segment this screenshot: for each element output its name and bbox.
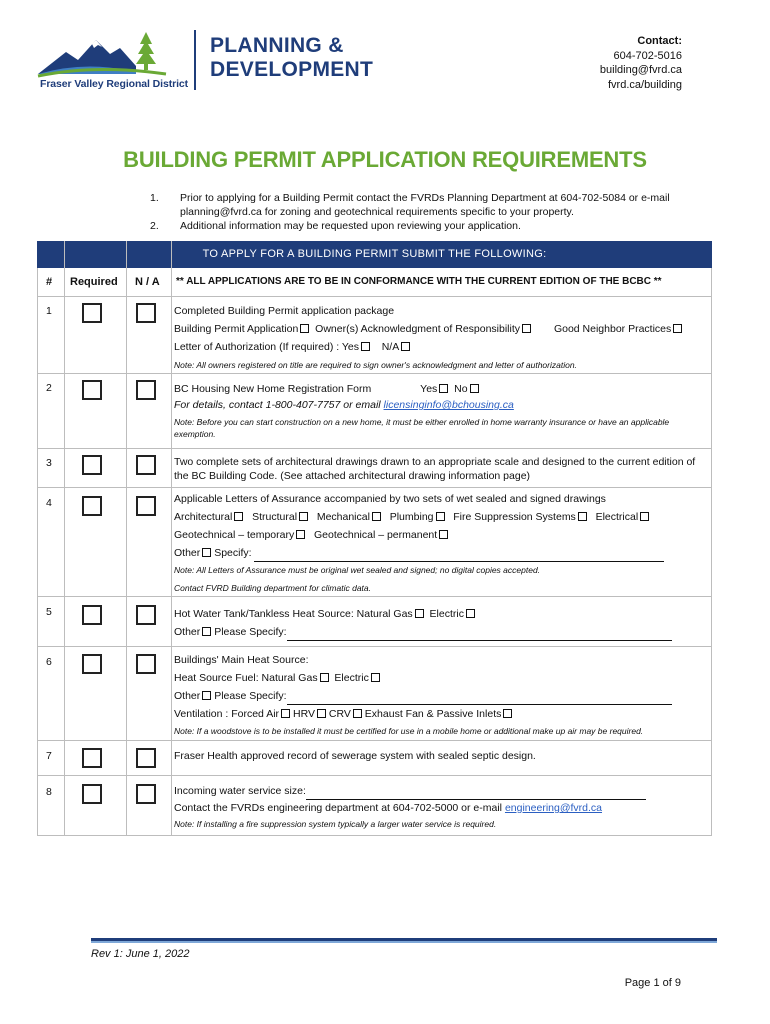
row-note: Contact FVRD Building department for climatic data. bbox=[174, 583, 372, 593]
email-link[interactable]: licensinginfo@bchousing.ca bbox=[383, 399, 514, 411]
option-line bbox=[174, 705, 710, 723]
row-note: Note: If a woodstove is to be installed it must be certified for use in a mobile home or additional make up air may be required. bbox=[174, 726, 644, 736]
checkbox[interactable] bbox=[466, 609, 475, 618]
option-label: Other bbox=[174, 547, 201, 559]
row-3-content bbox=[174, 455, 710, 483]
option-label: Yes bbox=[420, 383, 438, 395]
row-number: 1 bbox=[46, 305, 52, 317]
checkbox[interactable] bbox=[234, 512, 243, 521]
checkbox[interactable] bbox=[361, 342, 370, 351]
details-line bbox=[174, 397, 710, 413]
option-line bbox=[174, 669, 710, 687]
checkbox[interactable] bbox=[415, 609, 424, 618]
contact-label: Contact: bbox=[637, 35, 682, 47]
row-divider bbox=[37, 646, 712, 647]
checkbox[interactable] bbox=[281, 709, 290, 718]
checkbox[interactable] bbox=[202, 627, 211, 636]
row-title: Applicable Letters of Assurance accompanied by two sets of wet sealed and signed drawings bbox=[174, 493, 606, 505]
column-divider bbox=[126, 241, 127, 836]
column-divider bbox=[171, 241, 172, 836]
row-5-content bbox=[174, 605, 710, 641]
option-label: Heat Source Fuel: Natural Gas bbox=[174, 672, 318, 684]
required-checkbox[interactable] bbox=[82, 380, 102, 400]
footer-rule-accent bbox=[91, 941, 717, 943]
row-divider bbox=[37, 296, 712, 297]
contact-block bbox=[600, 34, 682, 92]
option-label: HRV bbox=[292, 708, 315, 720]
specify-field[interactable] bbox=[254, 550, 664, 562]
row-note: Note: All Letters of Assurance must be original wet sealed and signed; no digital copies accepted. bbox=[174, 565, 541, 575]
row-title: Buildings' Main Heat Source: bbox=[174, 654, 309, 666]
column-header-number: # bbox=[46, 276, 53, 288]
row-number: 7 bbox=[46, 750, 52, 762]
row-number: 2 bbox=[46, 382, 52, 394]
option-label: CRV bbox=[328, 708, 351, 720]
option-label: Good Neighbor Practices bbox=[553, 323, 672, 335]
required-checkbox[interactable] bbox=[82, 654, 102, 674]
checkbox[interactable] bbox=[202, 548, 211, 557]
column-header-na: N / A bbox=[135, 276, 160, 288]
option-line bbox=[174, 623, 710, 641]
row-text: Two complete sets of architectural drawings drawn to an appropriate scale and designed to the current edition of the BC Building Code. (See attached architectural drawing information page) bbox=[174, 456, 696, 482]
required-checkbox[interactable] bbox=[82, 496, 102, 516]
na-checkbox[interactable] bbox=[136, 496, 156, 516]
specify-label: Please Specify: bbox=[214, 690, 287, 702]
na-checkbox[interactable] bbox=[136, 654, 156, 674]
option-label: Exhaust Fan & Passive Inlets bbox=[364, 708, 502, 720]
specify-label: Please Specify: bbox=[214, 626, 287, 638]
department-line-2: DEVELOPMENT bbox=[210, 58, 374, 81]
option-label: N/A bbox=[381, 341, 400, 353]
checkbox[interactable] bbox=[372, 512, 381, 521]
contact-line bbox=[174, 800, 710, 816]
row-number: 3 bbox=[46, 457, 52, 469]
option-label: Electrical bbox=[595, 511, 639, 523]
intro-text: Additional information may be requested upon reviewing your application. bbox=[180, 220, 521, 232]
checkbox[interactable] bbox=[300, 324, 309, 333]
option-label: Other bbox=[174, 626, 201, 638]
option-line bbox=[174, 526, 710, 544]
email-link[interactable]: engineering@fvrd.ca bbox=[504, 802, 603, 814]
required-checkbox[interactable] bbox=[82, 605, 102, 625]
option-line bbox=[174, 381, 710, 397]
header-divider bbox=[194, 30, 196, 90]
na-checkbox[interactable] bbox=[136, 748, 156, 768]
specify-field[interactable] bbox=[287, 693, 672, 705]
checkbox[interactable] bbox=[317, 709, 326, 718]
option-line bbox=[174, 605, 710, 623]
row-number: 4 bbox=[46, 497, 52, 509]
checkbox[interactable] bbox=[371, 673, 380, 682]
column-header-required: Required bbox=[70, 276, 118, 288]
option-line bbox=[174, 782, 710, 800]
row-title: Completed Building Permit application package bbox=[174, 305, 395, 317]
checkbox[interactable] bbox=[439, 530, 448, 539]
na-checkbox[interactable] bbox=[136, 784, 156, 804]
row-divider bbox=[37, 596, 712, 597]
checkbox[interactable] bbox=[503, 709, 512, 718]
required-checkbox[interactable] bbox=[82, 748, 102, 768]
fvrd-logo-mountains-icon bbox=[36, 28, 186, 78]
na-checkbox[interactable] bbox=[136, 303, 156, 323]
row-8-content bbox=[174, 782, 710, 830]
option-label: Electric bbox=[429, 608, 464, 620]
row-number: 5 bbox=[46, 606, 52, 618]
required-checkbox[interactable] bbox=[82, 455, 102, 475]
row-title: BC Housing New Home Registration Form bbox=[174, 383, 372, 395]
specify-label: Specify: bbox=[214, 547, 252, 559]
checkbox[interactable] bbox=[470, 384, 479, 393]
na-checkbox[interactable] bbox=[136, 605, 156, 625]
option-label: Geotechnical – permanent bbox=[314, 529, 438, 541]
intro-number: 2. bbox=[150, 220, 159, 232]
row-divider bbox=[37, 448, 712, 449]
revision-date: Rev 1: June 1, 2022 bbox=[91, 948, 190, 960]
option-label: Other bbox=[174, 690, 201, 702]
row-divider bbox=[37, 740, 712, 741]
contact-phone: 604-702-5016 bbox=[613, 49, 682, 62]
row-1-content bbox=[174, 302, 710, 371]
column-divider bbox=[64, 241, 65, 836]
checkbox[interactable] bbox=[320, 673, 329, 682]
row-divider bbox=[37, 487, 712, 488]
water-size-field[interactable] bbox=[306, 788, 646, 800]
document-title: BUILDING PERMIT APPLICATION REQUIREMENTS bbox=[123, 147, 647, 172]
checkbox[interactable] bbox=[439, 384, 448, 393]
department-name bbox=[210, 34, 373, 82]
option-label: Building Permit Application bbox=[174, 323, 299, 335]
intro-item bbox=[150, 219, 730, 233]
row-2-content bbox=[174, 381, 710, 440]
row-note: Note: If installing a fire suppression system typically a larger water service is required. bbox=[174, 819, 497, 829]
option-label: Incoming water service size: bbox=[174, 785, 306, 797]
na-checkbox[interactable] bbox=[136, 380, 156, 400]
row-6-content bbox=[174, 651, 710, 737]
option-label: No bbox=[454, 383, 468, 395]
required-checkbox[interactable] bbox=[82, 303, 102, 323]
checkbox[interactable] bbox=[299, 512, 308, 521]
column-header-description: ** ALL APPLICATIONS ARE TO BE IN CONFORMANCE WITH THE CURRENT EDITION OF THE BCBC ** bbox=[176, 276, 662, 287]
specify-field[interactable] bbox=[287, 629, 672, 641]
option-label: Letter of Authorization (If required) : Yes bbox=[174, 341, 360, 353]
option-label: Plumbing bbox=[389, 511, 434, 523]
contact-website[interactable]: fvrd.ca/building bbox=[608, 78, 682, 91]
required-checkbox[interactable] bbox=[82, 784, 102, 804]
page-number: Page 1 of 9 bbox=[624, 977, 681, 989]
na-checkbox[interactable] bbox=[136, 455, 156, 475]
row-note: Note: All owners registered on title are required to sign owner's acknowledgment and letter of authorization. bbox=[174, 360, 577, 370]
row-note: Note: Before you can start construction on a new home, it must be either enrolled in home warranty insurance or have an applicable exemption. bbox=[174, 417, 670, 439]
checkbox[interactable] bbox=[522, 324, 531, 333]
checkbox[interactable] bbox=[436, 512, 445, 521]
organization-name: Fraser Valley Regional District bbox=[40, 78, 189, 90]
checkbox[interactable] bbox=[673, 324, 682, 333]
option-line bbox=[174, 544, 710, 562]
option-label: Mechanical bbox=[316, 511, 370, 523]
row-number: 6 bbox=[46, 656, 52, 668]
option-label: Ventilation : Forced Air bbox=[174, 708, 280, 720]
option-line bbox=[174, 687, 710, 705]
row-7-content bbox=[174, 747, 710, 765]
intro-list bbox=[150, 191, 730, 233]
contact-text: Contact the FVRDs engineering department at 604-702-5000 or e-mail bbox=[174, 802, 503, 814]
row-4-content bbox=[174, 490, 710, 594]
intro-text: Prior to applying for a Building Permit contact the FVRDs Planning Department at 604-702-5084 or e-mail planning@fvrd.ca for zoning and geotechnical requirements specific to your property. bbox=[180, 192, 670, 218]
table-banner: TO APPLY FOR A BUILDING PERMIT SUBMIT THE FOLLOWING: bbox=[37, 241, 712, 268]
checkbox[interactable] bbox=[353, 709, 362, 718]
option-line bbox=[174, 320, 710, 338]
option-label: Fire Suppression Systems bbox=[453, 511, 576, 523]
checkbox[interactable] bbox=[401, 342, 410, 351]
row-title: Hot Water Tank/Tankless Heat Source: Natural Gas bbox=[174, 608, 413, 620]
department-line-1: PLANNING & bbox=[210, 34, 344, 57]
option-line bbox=[174, 338, 710, 356]
row-divider bbox=[37, 373, 712, 374]
option-label: Owner(s) Acknowledgment of Responsibility bbox=[315, 323, 521, 335]
option-label: Electric bbox=[334, 672, 369, 684]
option-line bbox=[174, 508, 710, 526]
checkbox[interactable] bbox=[640, 512, 649, 521]
row-divider bbox=[37, 775, 712, 776]
option-label: Architectural bbox=[174, 511, 233, 523]
row-text: Fraser Health approved record of sewerage system with sealed septic design. bbox=[174, 750, 536, 762]
option-label: Geotechnical – temporary bbox=[174, 529, 295, 541]
checkbox[interactable] bbox=[296, 530, 305, 539]
checkbox[interactable] bbox=[578, 512, 587, 521]
checkbox[interactable] bbox=[202, 691, 211, 700]
intro-item bbox=[150, 191, 730, 219]
intro-number: 1. bbox=[150, 192, 159, 204]
row-number: 8 bbox=[46, 786, 52, 798]
details-text: For details, contact 1-800-407-7757 or email bbox=[174, 399, 381, 411]
option-label: Structural bbox=[252, 511, 298, 523]
contact-email[interactable]: building@fvrd.ca bbox=[599, 64, 682, 76]
